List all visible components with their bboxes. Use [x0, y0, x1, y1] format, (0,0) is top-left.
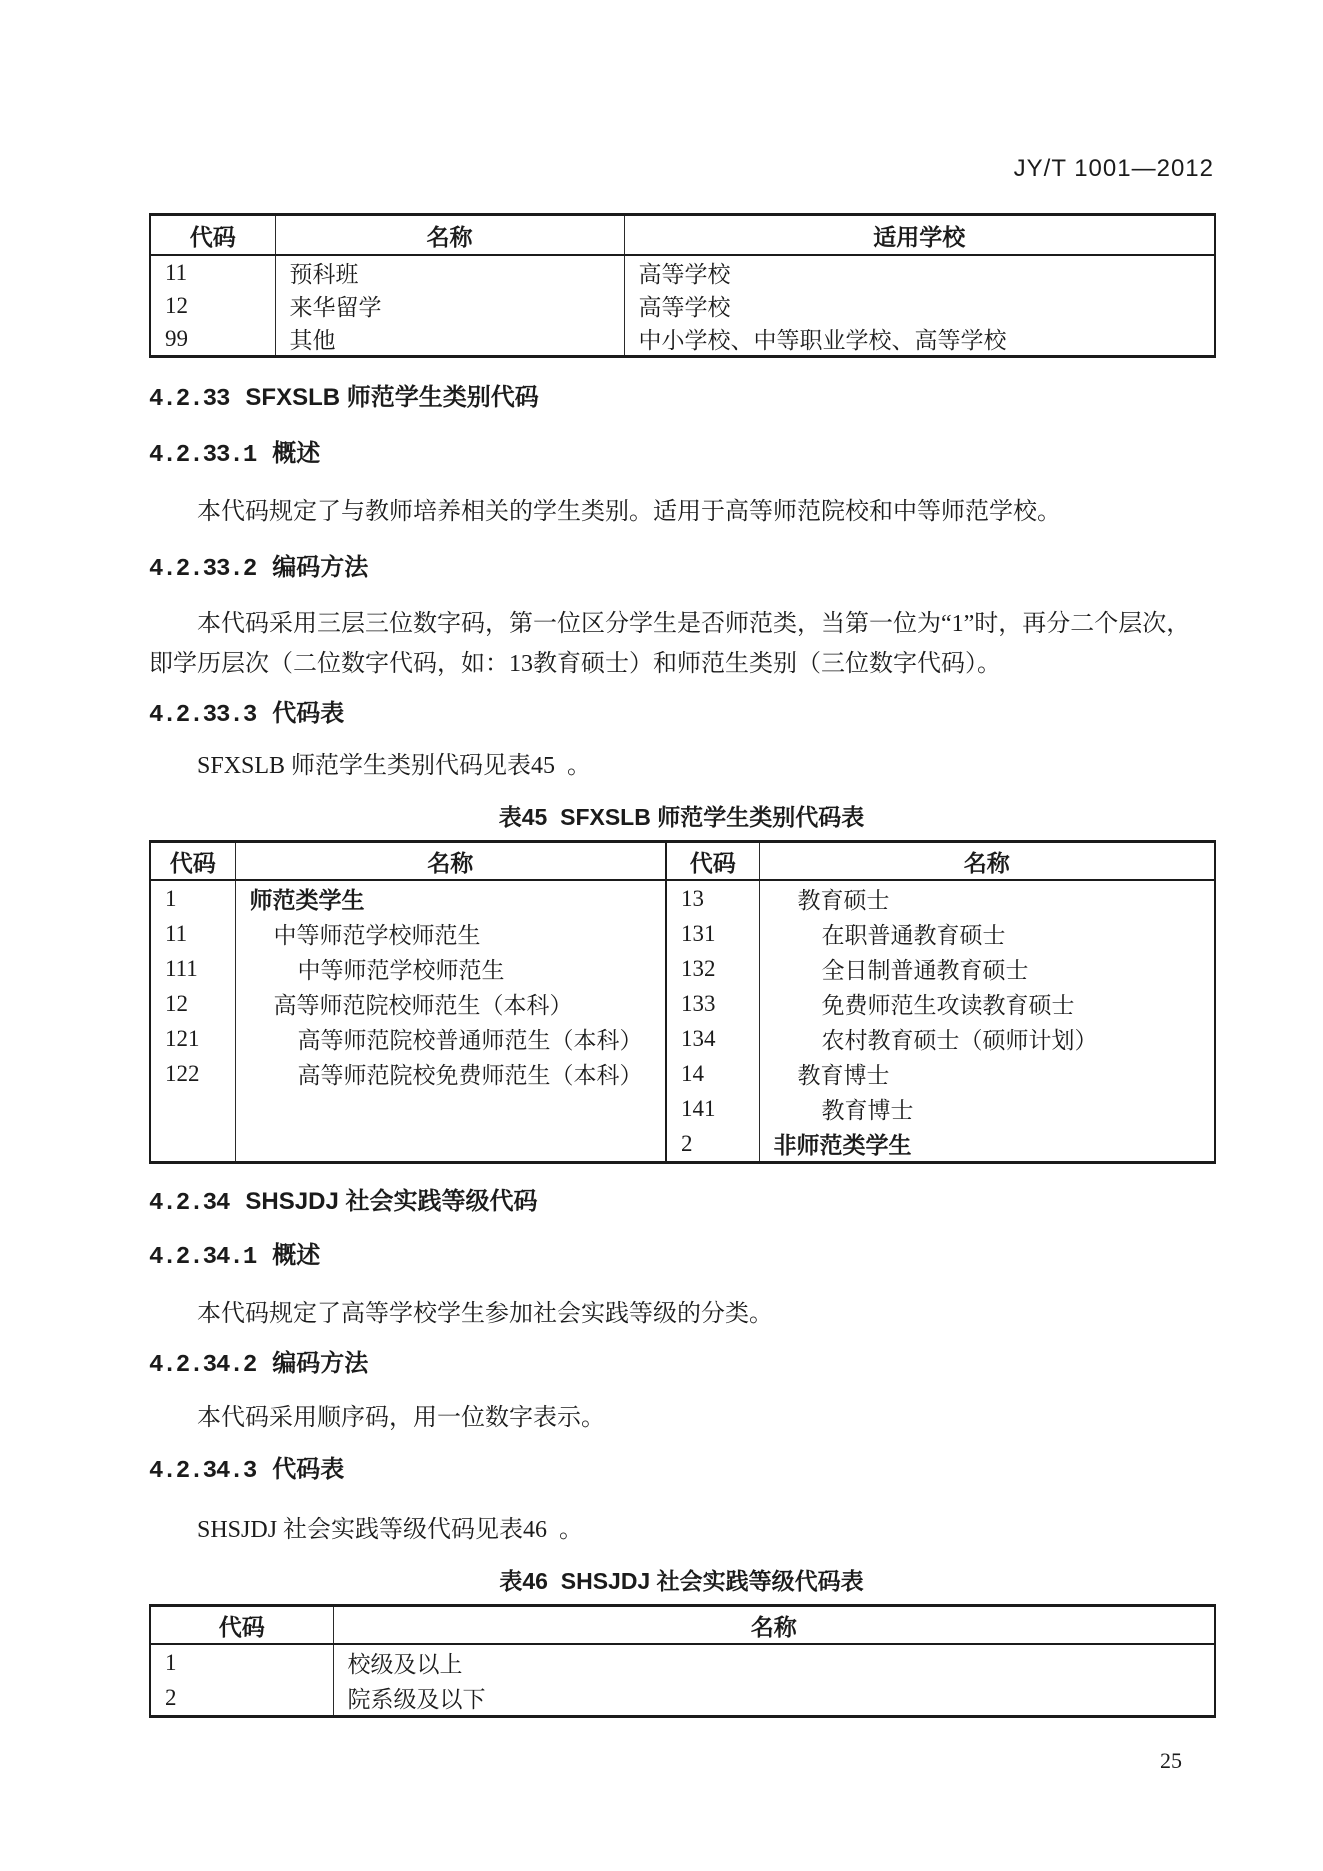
table-46-caption: 表46 SHSJDJ 社会实践等级代码表	[499, 1568, 864, 1594]
name-cell: 教育博士	[759, 1091, 1215, 1126]
name-cell: 农村教育硕士（硕师计划）	[759, 1021, 1215, 1056]
code-cell: 121	[165, 1025, 200, 1051]
code-cell: 134	[666, 1021, 759, 1056]
column-header-name: 名称	[275, 215, 624, 256]
paragraph-4-2-34-codetable: SHSJDJ 社会实践等级代码见表46 。	[197, 1517, 584, 1543]
heading-title: 编码方法	[272, 554, 369, 581]
schools-cell: 高等学校	[624, 289, 1215, 322]
table-row	[150, 255, 1215, 289]
table-row	[150, 1056, 1215, 1091]
heading-number: 4.2.34.3	[149, 1458, 257, 1485]
code-cell: 99	[165, 325, 188, 351]
paragraph-4-2-33-codetable: SFXSLB 师范学生类别代码见表45 。	[197, 753, 592, 779]
code-cell: 2	[165, 1684, 177, 1710]
table-header-row	[150, 215, 1215, 256]
heading-title: 概述	[272, 440, 321, 467]
page-content	[149, 0, 1214, 1774]
name-cell	[235, 1091, 666, 1126]
heading-title: 编码方法	[272, 1350, 369, 1377]
table-row	[150, 289, 1215, 322]
heading-4-2-34-2	[149, 1350, 1214, 1380]
heading-4-2-34	[149, 1188, 1214, 1218]
code-cell: 1	[165, 1649, 177, 1675]
code-cell	[150, 1091, 235, 1126]
code-cell: 11	[165, 920, 188, 946]
table-header-row	[150, 842, 1215, 881]
code-cell: 12	[165, 292, 188, 318]
heading-4-2-34-1	[149, 1242, 1214, 1272]
schools-cell: 中小学校、中等职业学校、高等学校	[624, 322, 1215, 357]
column-header-name: 名称	[333, 1606, 1215, 1645]
code-cell: 132	[666, 951, 759, 986]
paragraph-4-2-34-coding: 本代码采用顺序码，用一位数字表示。	[197, 1405, 605, 1431]
heading-title: 代码表	[272, 1456, 345, 1483]
table-row	[150, 880, 1215, 916]
code-cell	[150, 1126, 235, 1163]
column-header-code: 代码	[150, 215, 275, 256]
name-cell: 高等师范院校免费师范生（本科）	[235, 1056, 666, 1091]
doc-number: JY/T 1001—2012	[1013, 155, 1214, 182]
code-cell: 12	[165, 990, 188, 1016]
name-cell: 来华留学	[275, 289, 624, 322]
heading-4-2-33-2	[149, 554, 1214, 584]
heading-4-2-33-3	[149, 700, 1214, 730]
paragraph-4-2-33-coding: 本代码采用三层三位数字码，第一位区分学生是否师范类，当第一位为“1”时，再分二个层次，即学历层次（二位数字代码，如：13教育硕士）和师范生类别（三位数字代码）。	[149, 611, 1191, 677]
code-cell: 14	[666, 1056, 759, 1091]
code-cell: 111	[165, 955, 198, 981]
name-cell: 非师范类学生	[759, 1126, 1215, 1163]
heading-number: 4.2.34.1	[149, 1244, 257, 1271]
table-header-row	[150, 1606, 1215, 1645]
name-cell: 高等师范院校师范生（本科）	[235, 986, 666, 1021]
table-row	[150, 1126, 1215, 1163]
table-row	[150, 951, 1215, 986]
table-row	[150, 1680, 1215, 1717]
page-number: 25	[1160, 1748, 1182, 1773]
heading-title: 代码表	[272, 700, 345, 727]
name-cell: 免费师范生攻读教育硕士	[759, 986, 1215, 1021]
name-cell: 在职普通教育硕士	[759, 916, 1215, 951]
code-cell: 11	[165, 259, 188, 285]
name-cell: 全日制普通教育硕士	[759, 951, 1215, 986]
column-header-code: 代码	[150, 1606, 333, 1645]
name-cell: 预科班	[275, 255, 624, 289]
heading-title: 概述	[272, 1242, 321, 1269]
heading-4-2-33	[149, 384, 1214, 414]
heading-4-2-33-1	[149, 440, 1214, 470]
table-45-caption: 表45 SFXSLB 师范学生类别代码表	[498, 804, 865, 830]
heading-title: SFXSLB 师范学生类别代码	[245, 384, 539, 411]
paragraph-4-2-34-overview: 本代码规定了高等学校学生参加社会实践等级的分类。	[197, 1301, 773, 1327]
name-cell: 中等师范学校师范生	[235, 916, 666, 951]
code-cell: 122	[165, 1060, 200, 1086]
schools-cell: 高等学校	[624, 255, 1215, 289]
heading-number: 4.2.33.2	[149, 556, 257, 583]
heading-title: SHSJDJ 社会实践等级代码	[245, 1188, 538, 1215]
column-header-name: 名称	[759, 842, 1215, 881]
table-row	[150, 1644, 1215, 1680]
code-cell: 133	[666, 986, 759, 1021]
table-row	[150, 916, 1215, 951]
table-row	[150, 1091, 1215, 1126]
table-row	[150, 322, 1215, 357]
name-cell: 教育博士	[759, 1056, 1215, 1091]
name-cell: 中等师范学校师范生	[235, 951, 666, 986]
code-cell: 13	[666, 880, 759, 916]
code-cell: 2	[666, 1126, 759, 1163]
name-cell: 其他	[275, 322, 624, 357]
heading-number: 4.2.33	[149, 386, 230, 413]
paragraph-4-2-33-overview: 本代码规定了与教师培养相关的学生类别。适用于高等师范院校和中等师范学校。	[197, 499, 1061, 525]
name-cell: 师范类学生	[235, 880, 666, 916]
heading-number: 4.2.33.3	[149, 702, 257, 729]
code-cell: 1	[165, 885, 177, 911]
column-header-code: 代码	[150, 842, 235, 881]
heading-number: 4.2.34.2	[149, 1352, 257, 1379]
column-header-code: 代码	[666, 842, 759, 881]
name-cell: 高等师范院校普通师范生（本科）	[235, 1021, 666, 1056]
table-46	[149, 1604, 1216, 1718]
heading-number: 4.2.33.1	[149, 442, 257, 469]
table-row	[150, 986, 1215, 1021]
column-header-schools: 适用学校	[624, 215, 1215, 256]
heading-number: 4.2.34	[149, 1190, 230, 1217]
name-cell: 校级及以上	[333, 1644, 1215, 1680]
name-cell: 教育硕士	[759, 880, 1215, 916]
name-cell: 院系级及以下	[333, 1680, 1215, 1717]
column-header-name: 名称	[235, 842, 666, 881]
code-cell: 131	[666, 916, 759, 951]
name-cell	[235, 1126, 666, 1163]
continuation-code-table	[149, 213, 1216, 358]
table-45	[149, 840, 1216, 1164]
heading-4-2-34-3	[149, 1456, 1214, 1486]
table-row	[150, 1021, 1215, 1056]
code-cell: 141	[666, 1091, 759, 1126]
